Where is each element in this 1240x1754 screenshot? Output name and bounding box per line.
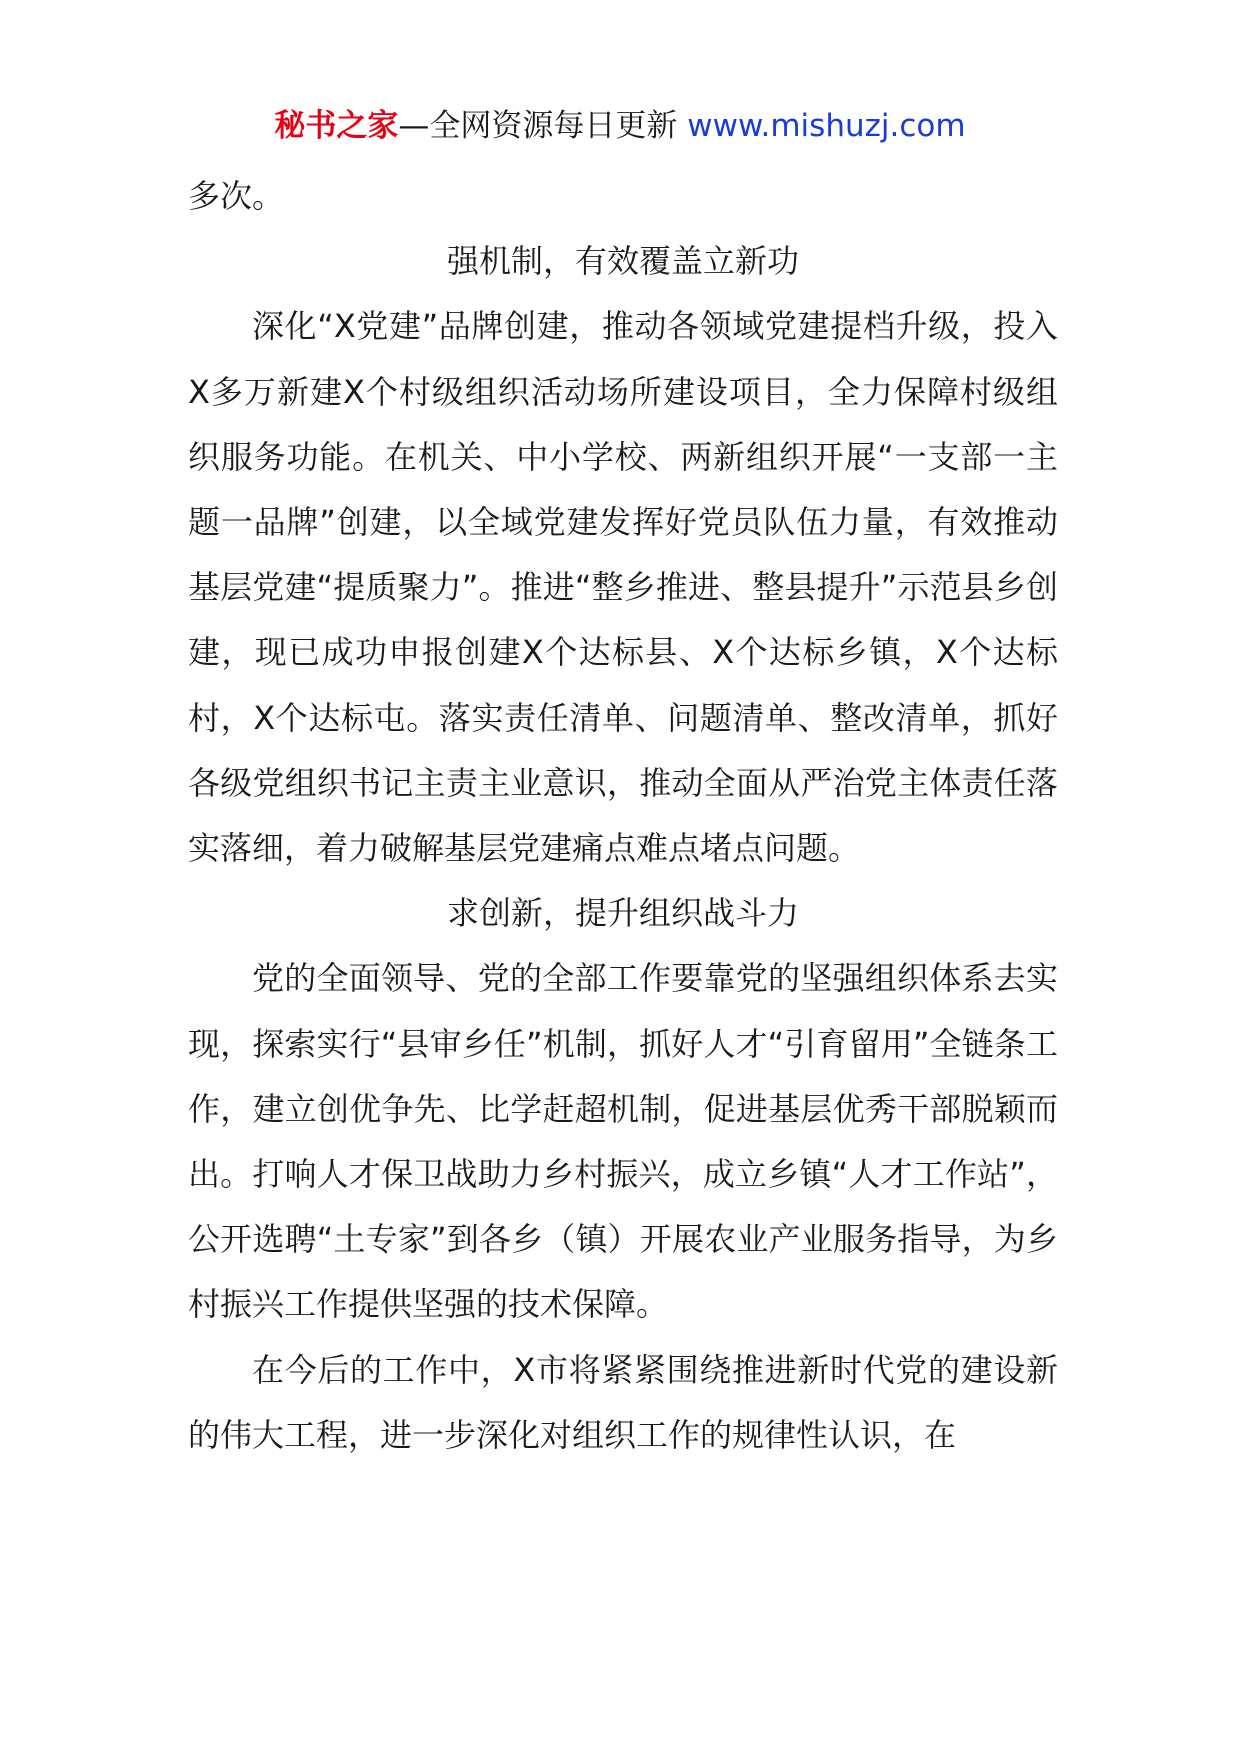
section-heading-innovation: 求创新，提升组织战斗力 [446, 894, 799, 933]
section-paragraph-innovation: 党的全面领导、党的全部工作要靠党的坚强组织体系去实现，探索实行“县审乡任”机制，抓好人才“引育留用”全链条工作，建立创优争先、比学赶超机制，促进基层优秀干部脱颖而出。打响人才保卫战助力乡村振兴，成立乡镇“人才工作站”，公开选聘“土专家”到各乡（镇）开展农业产业服务指导，为乡村振兴工作提供坚强的技术保障。 [188, 959, 1058, 1324]
site-slogan: —全网资源每日更新 [398, 108, 678, 144]
section-heading-mechanism: 强机制，有效覆盖立新功 [446, 242, 799, 281]
closing-paragraph: 在今后的工作中，X市将紧紧围绕推进新时代党的建设新的伟大工程，进一步深化对组织工作的规律性认识，在 [188, 1350, 1058, 1454]
document-body [188, 164, 1058, 1468]
continuation-text: 多次。 [188, 177, 285, 215]
site-url-link[interactable]: www.mishuzj.com [687, 108, 966, 144]
site-brand: 秘书之家 [274, 108, 399, 144]
page-header [0, 104, 1240, 148]
section-paragraph-mechanism: 深化“X党建”品牌创建，推动各领域党建提档升级，投入X多万新建X个村级组织活动场所建设项目，全力保障村级组织服务功能。在机关、中小学校、两新组织开展“一支部一主题一品牌”创建，以全域党建发挥好党员队伍力量，有效推动基层党建“提质聚力”。推进“整乡推进、整县提升”示范县乡创建，现已成功申报创建X个达标县、X个达标乡镇，X个达标村，X个达标屯。落实责任清单、问题清单、整改清单，抓好各级党组织书记主责主业意识，推动全面从严治党主体责任落实落细，着力破解基层党建痛点难点堵点问题。 [188, 307, 1058, 868]
